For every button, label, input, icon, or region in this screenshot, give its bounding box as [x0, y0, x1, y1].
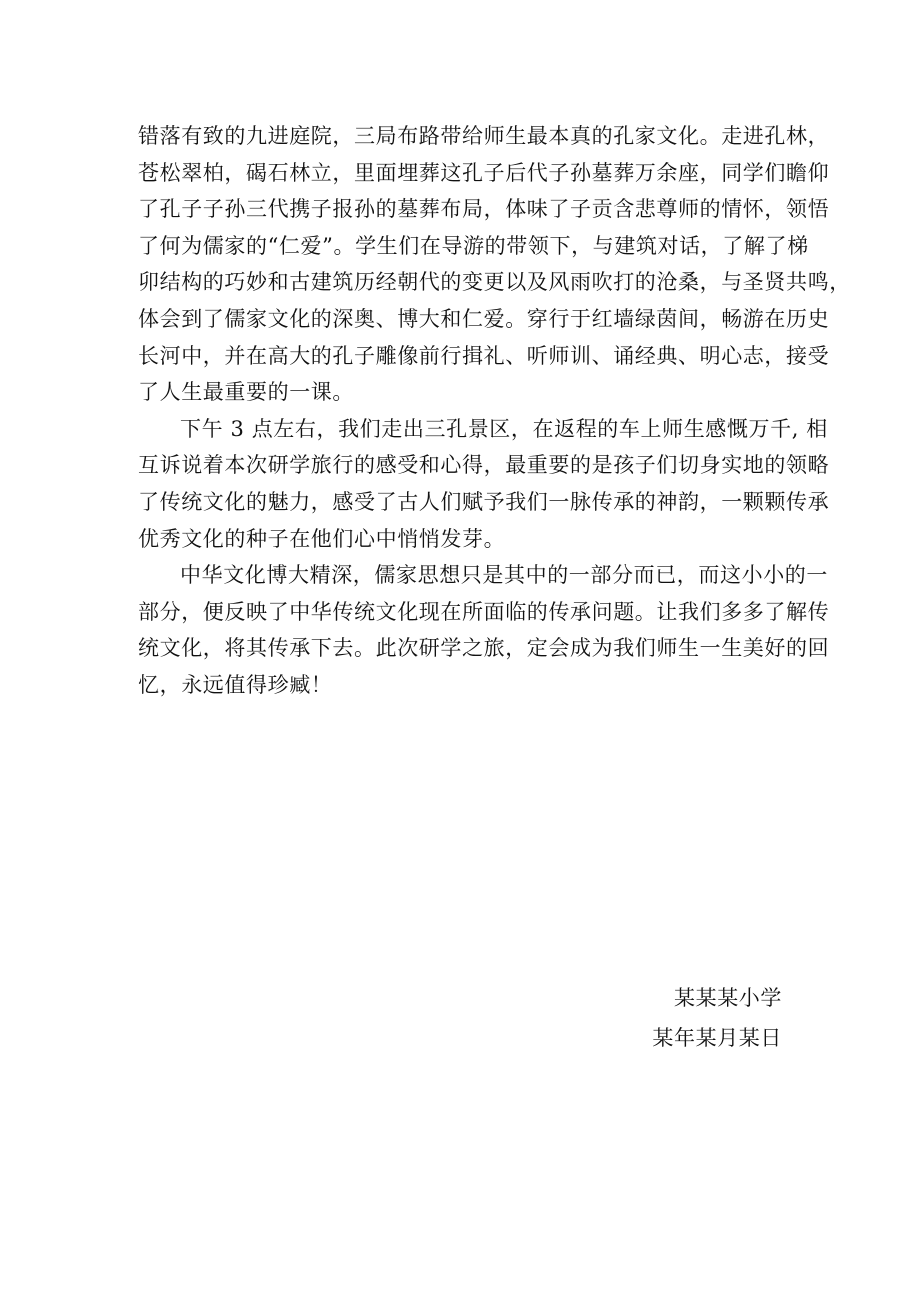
text-line: 统文化，将其传承下去。此次研学之旅，定会成为我们师生一生美好的回 — [138, 636, 830, 661]
text-line: 忆，永远值得珍臧！ — [138, 672, 333, 697]
text-line: 优秀文化的种子在他们心中悄悄发芽。 — [138, 526, 506, 551]
text-line: 互诉说着本次研学旅行的感受和心得，最重要的是孩子们切身实地的领略 — [138, 453, 830, 478]
text-line: 部分，便反映了中华传统文化现在所面临的传承问题。让我们多多了解传 — [138, 599, 830, 624]
text-line: 苍松翠柏，碣石林立，里面埋葬这孔子后代子孙墓葬万余座，同学们瞻仰 — [138, 160, 830, 185]
text-line: 中华文化博大精深，儒家思想只是其中的一部分而已，而这小小的一 — [180, 563, 828, 588]
text-line: 了人生最重要的一课。 — [138, 380, 354, 405]
text-line: 错落有致的九进庭院，三局布路带给师生最本真的孔家文化。走进孔林， — [138, 124, 830, 148]
paragraph-2 — [138, 411, 830, 557]
text-line: 卯结构的巧妙和古建筑历经朝代的变更以及风雨吹打的沧桑，与圣贤共鸣， — [138, 270, 851, 295]
text-line: 了传统文化的魅力，感受了古人们赋予我们一脉传承的神韵，一颗颗传承 — [138, 489, 830, 514]
text-line: 下午 3 点左右，我们走出三孔景区，在返程的车上师生感慨万千, 相 — [180, 416, 828, 441]
signature-date: 某年某月某日 — [652, 1026, 782, 1050]
signature-school: 某某某小学 — [674, 986, 782, 1010]
text-line: 了孔子子孙三代携子报孙的墓葬布局，体味了子贡含悲尊师的情怀，领悟 — [138, 197, 830, 222]
signature-block — [652, 978, 782, 1058]
text-line: 体会到了儒家文化的深奥、博大和仁爱。穿行于红墙绿茵间，畅游在历史 — [138, 306, 830, 331]
text-line: 了何为儒家的“仁爱”。学生们在导游的带领下，与建筑对话，了解了梯 — [138, 233, 809, 258]
document-body — [138, 118, 851, 704]
paragraph-3 — [138, 557, 830, 703]
text-line: 长河中，并在高大的孔子雕像前行揖礼、听师训、诵经典、明心志，接受 — [138, 343, 830, 368]
paragraph-1 — [138, 118, 851, 411]
